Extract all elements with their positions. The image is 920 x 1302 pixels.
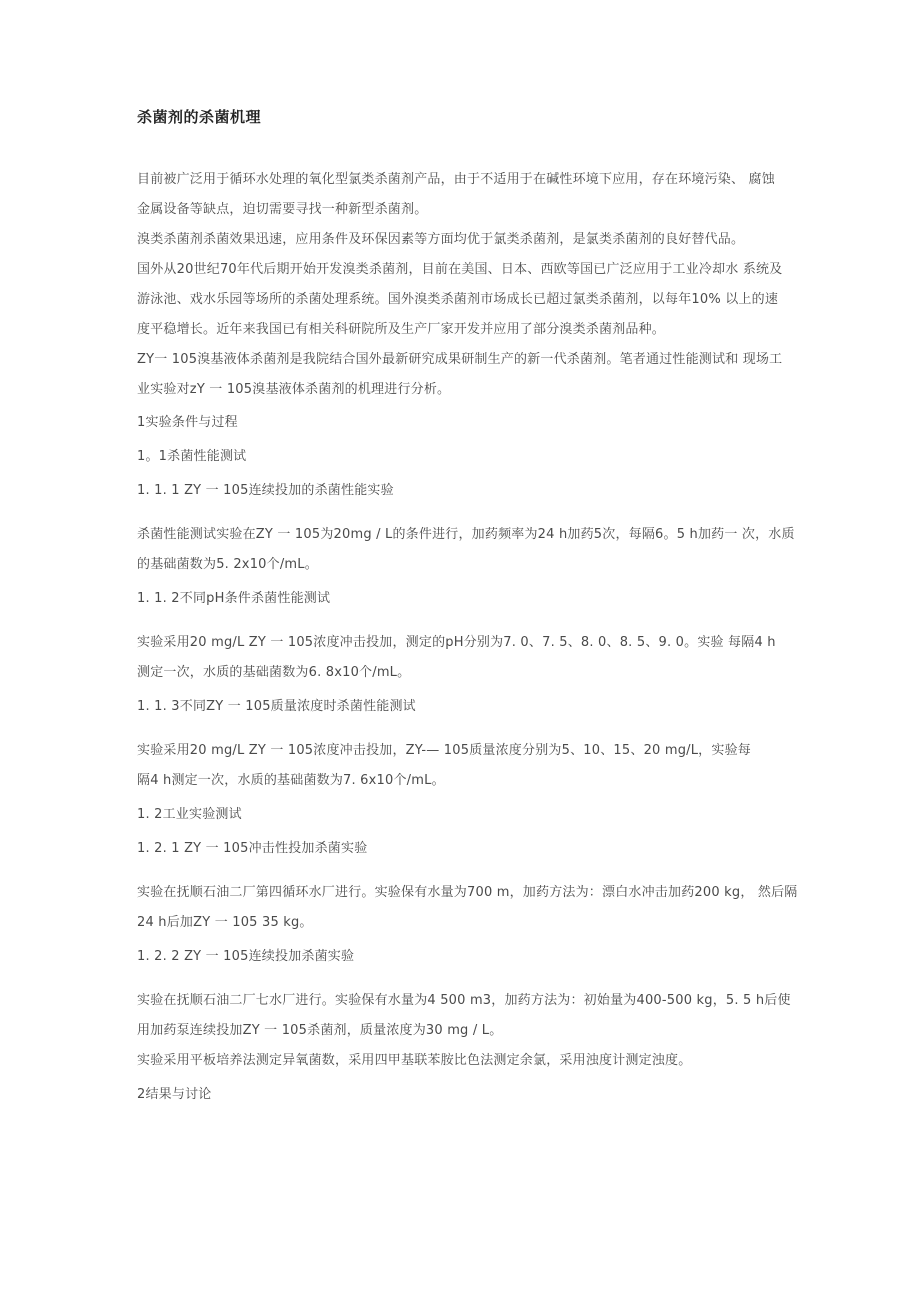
paragraph-line: 实验采用平板培养法测定异氧菌数，采用四甲基联苯胺比色法测定余氯，采用浊度计测定浊度。 [137,1053,692,1068]
paragraph-line: 实验在抚顺石油二厂第四循环水厂进行。实验保有水量为700 m，加药方法为：漂白水冲击加药200 kg， 然后隔 [137,885,798,900]
subsection-heading: 1。1杀菌性能测试 [137,449,247,464]
subsection-heading: 1. 1. 2不同pH条件杀菌性能测试 [137,591,331,606]
paragraph-line: 实验采用20 mg/L ZY 一 105浓度冲击投加，ZY-— 105质量浓度分别为5、10、15、20 mg/L，实验每 [137,743,751,758]
paragraph-line: 用加药泵连续投加ZY 一 105杀菌剂，质量浓度为30 mg / L。 [137,1023,503,1038]
paragraph-line: 目前被广泛用于循环水处理的氧化型氯类杀菌剂产品，由于不适用于在碱性环境下应用，存在环境污染、 腐蚀 [137,172,775,187]
paragraph-line: 杀菌性能测试实验在ZY 一 105为20mg / L的条件进行，加药频率为24 h加药5次，每隔6。5 h加药一 次，水质 [137,527,795,542]
paragraph-line: 实验采用20 mg/L ZY 一 105浓度冲击投加，测定的pH分别为7. 0、7. 5、8. 0、8. 5、9. 0。实验 每隔4 h [137,635,776,650]
paragraph-line: 隔4 h测定一次，水质的基础菌数为7. 6x10个/mL。 [137,773,445,788]
paragraph-line: 溴类杀菌剂杀菌效果迅速，应用条件及环保因素等方面均优于氯类杀菌剂，是氯类杀菌剂的良好替代品。 [137,232,745,247]
subsection-heading: 1. 1. 3不同ZY 一 105质量浓度时杀菌性能测试 [137,699,416,714]
subsection-heading: 1. 1. 1 ZY 一 105连续投加的杀菌性能实验 [137,483,394,498]
section-heading: 1实验条件与过程 [137,415,238,430]
paragraph-line: 金属设备等缺点，迫切需要寻找一种新型杀菌剂。 [137,202,428,217]
paragraph-line: 业实验对zY 一 105溴基液体杀菌剂的机理进行分析。 [137,382,451,397]
paragraph-line: 24 h后加ZY 一 105 35 kg。 [137,915,313,930]
subsection-heading: 1. 2工业实验测试 [137,807,242,822]
section-heading: 2结果与讨论 [137,1087,212,1102]
subsection-heading: 1. 2. 2 ZY 一 105连续投加杀菌实验 [137,949,355,964]
paragraph-line: 游泳池、戏水乐园等场所的杀菌处理系统。国外溴类杀菌剂市场成长已超过氯类杀菌剂，以每年10% 以上的速 [137,292,779,307]
paragraph-line: ZY一 105溴基液体杀菌剂是我院结合国外最新研究成果研制生产的新一代杀菌剂。笔者通过性能测试和 现场工 [137,352,783,367]
paragraph-line: 的基础菌数为5. 2x10个/mL。 [137,557,318,572]
paragraph-line: 国外从20世纪70年代后期开始开发溴类杀菌剂，目前在美国、日本、西欧等国已广泛应用于工业冷却水 系统及 [137,262,783,277]
document-title: 杀菌剂的杀菌机理 [137,108,262,126]
paragraph-line: 度平稳增长。近年来我国已有相关科研院所及生产厂家开发并应用了部分溴类杀菌剂品种。 [137,322,666,337]
paragraph-line: 实验在抚顺石油二厂七水厂进行。实验保有水量为4 500 m3，加药方法为：初始量为400-500 kg，5. 5 h后使 [137,993,791,1008]
paragraph-line: 测定一次，水质的基础菌数为6. 8x10个/mL。 [137,665,411,680]
subsection-heading: 1. 2. 1 ZY 一 105冲击性投加杀菌实验 [137,841,368,856]
